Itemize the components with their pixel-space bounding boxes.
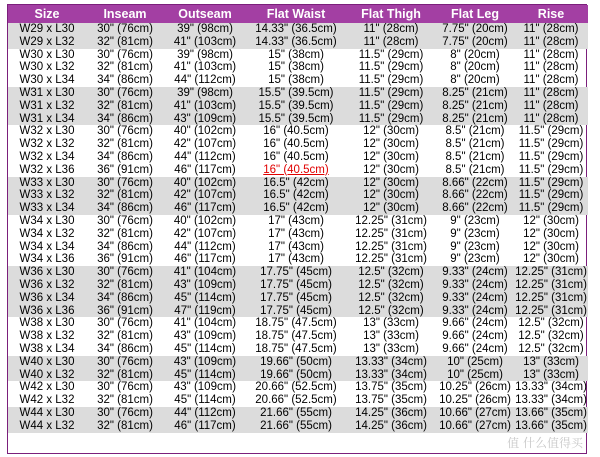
table-row [8, 74, 588, 87]
cell-flat-waist: 14.33" (36.5cm) [246, 36, 346, 49]
cell-inseam: 30" (76cm) [97, 48, 153, 61]
cell-size: W38 x L32 [19, 330, 75, 343]
cell-inseam: 30" (76cm) [97, 381, 153, 394]
cell-flat-waist: 17" (43cm) [268, 227, 324, 240]
cell-flat-thigh: 13.33" (34cm) [346, 369, 436, 382]
cell-rise: 12" (30cm) [523, 253, 579, 266]
column-header-flat-thigh[interactable]: Flat Thigh [346, 5, 436, 23]
cell-rise: 12.25" (31cm) [515, 291, 587, 304]
cell-flat-waist: 17" (43cm) [268, 253, 324, 266]
cell-flat-leg: 8" (20cm) [450, 74, 500, 87]
cell-rise: 13" (33cm) [514, 369, 588, 382]
cell-outseam: 43" (109cm) [173, 330, 237, 343]
cell-inseam: 36" (91cm) [86, 305, 164, 318]
cell-flat-thigh: 12" (30cm) [346, 177, 436, 190]
table-row [8, 305, 588, 318]
cell-rise: 11" (28cm) [523, 61, 579, 74]
cell-inseam: 34" (86cm) [86, 292, 164, 305]
cell-flat-leg: 10.66" (27cm) [436, 420, 514, 433]
cell-inseam: 34" (86cm) [97, 240, 153, 253]
cell-flat-thigh: 11" (28cm) [346, 36, 436, 49]
cell-outseam: 39" (98cm) [164, 87, 246, 100]
cell-outseam: 41" (103cm) [164, 36, 246, 49]
cell-size: W44 x L30 [8, 407, 86, 420]
cell-flat-thigh: 12.5" (32cm) [346, 266, 436, 279]
cell-rise: 12.25" (31cm) [515, 304, 587, 317]
cell-outseam: 43" (109cm) [164, 279, 246, 292]
cell-flat-waist: 21.66" (55cm) [246, 407, 346, 420]
cell-flat-thigh: 12.25" (31cm) [355, 253, 427, 266]
cell-inseam: 30" (76cm) [97, 125, 153, 138]
cell-rise: 13.33" (34cm) [515, 381, 587, 394]
cell-outseam: 46" (117cm) [164, 420, 246, 433]
cell-rise: 11" (28cm) [523, 48, 579, 61]
cell-rise: 11.5" (29cm) [514, 202, 588, 215]
table-row [8, 266, 588, 279]
cell-rise: 13" (33cm) [514, 356, 588, 369]
table-row [8, 253, 588, 266]
table-row [8, 151, 588, 164]
cell-flat-leg: 8.25" (21cm) [436, 87, 514, 100]
cell-inseam: 34" (86cm) [86, 113, 164, 126]
cell-flat-leg: 9.33" (24cm) [436, 292, 514, 305]
cell-outseam: 44" (112cm) [174, 150, 236, 163]
cell-size: W34 x L30 [19, 214, 75, 227]
cell-size: W44 x L32 [8, 420, 86, 433]
cell-rise: 13.66" (35cm) [515, 406, 587, 419]
cell-flat-waist: 15.5" (39.5cm) [246, 113, 346, 126]
cell-flat-leg: 7.75" (20cm) [436, 36, 514, 49]
cell-flat-waist: 20.66" (52.5cm) [255, 394, 337, 407]
cell-flat-thigh: 12" (30cm) [363, 138, 419, 151]
cell-inseam: 32" (81cm) [97, 61, 153, 74]
cell-size: W34 x L36 [19, 253, 75, 266]
cell-size: W30 x L34 [19, 74, 75, 87]
column-header-rise[interactable]: Rise [514, 5, 588, 23]
cell-outseam: 39" (98cm) [177, 48, 233, 61]
cell-flat-thigh: 11" (28cm) [346, 23, 436, 36]
size-chart-frame [7, 4, 587, 454]
cell-inseam: 30" (76cm) [97, 214, 153, 227]
table-row [8, 317, 588, 330]
cell-size: W32 x L36 [19, 163, 75, 176]
cell-flat-waist: 17.75" (45cm) [246, 305, 346, 318]
cell-outseam: 45" (114cm) [174, 394, 236, 407]
cell-flat-waist: 16.5" (42cm) [246, 202, 346, 215]
cell-flat-leg: 9.33" (24cm) [436, 305, 514, 318]
cell-size: W31 x L34 [8, 113, 86, 126]
cell-flat-thigh: 11.5" (29cm) [358, 61, 424, 74]
cell-inseam: 32" (81cm) [86, 279, 164, 292]
cell-outseam: 42" (107cm) [164, 189, 246, 202]
cell-flat-waist: 17" (43cm) [268, 214, 324, 227]
cell-flat-leg: 8.25" (21cm) [436, 113, 514, 126]
table-row [8, 369, 588, 382]
watermark-logo: 值 什么值得买 [504, 434, 586, 451]
cell-outseam: 44" (112cm) [164, 407, 246, 420]
cell-inseam: 32" (81cm) [97, 227, 153, 240]
cell-size: W38 x L34 [19, 342, 75, 355]
cell-size: W42 x L32 [19, 394, 75, 407]
cell-flat-leg: 9.66" (24cm) [442, 342, 508, 355]
cell-size: W31 x L32 [8, 100, 86, 113]
table-row [8, 100, 588, 113]
table-row [8, 164, 588, 177]
cell-inseam: 32" (81cm) [86, 189, 164, 202]
table-row [8, 202, 588, 215]
cell-flat-thigh: 13" (33cm) [363, 342, 419, 355]
cell-outseam: 40" (102cm) [173, 214, 237, 227]
cell-size: W42 x L30 [19, 381, 75, 394]
cell-outseam: 41" (104cm) [173, 317, 237, 330]
cell-outseam: 46" (117cm) [174, 163, 236, 176]
cell-size: W32 x L32 [19, 138, 75, 151]
table-row [8, 61, 588, 74]
column-header-outseam[interactable]: Outseam [164, 5, 246, 23]
cell-size: W32 x L30 [19, 125, 75, 138]
cell-flat-leg: 8" (20cm) [450, 48, 500, 61]
cell-rise: 11.5" (29cm) [518, 125, 584, 138]
cell-inseam: 30" (76cm) [97, 317, 153, 330]
table-header-row [8, 5, 588, 23]
cell-inseam: 36" (91cm) [97, 163, 153, 176]
cell-inseam: 32" (81cm) [86, 36, 164, 49]
cell-rise: 13.66" (35cm) [515, 419, 587, 432]
cell-inseam: 32" (81cm) [97, 330, 153, 343]
cell-flat-thigh: 13.33" (34cm) [346, 356, 436, 369]
cell-flat-leg: 8.5" (21cm) [445, 150, 505, 163]
table-row [8, 241, 588, 254]
cell-flat-leg: 9.66" (24cm) [442, 317, 508, 330]
size-table-body [8, 23, 588, 433]
cell-flat-waist: 15" (38cm) [268, 74, 324, 87]
table-row [8, 113, 588, 126]
cell-outseam: 42" (107cm) [173, 227, 237, 240]
cell-size: W29 x L30 [8, 23, 86, 36]
column-header-flat-leg[interactable]: Flat Leg [436, 5, 514, 23]
cell-outseam: 45" (114cm) [164, 292, 246, 305]
cell-size: W33 x L34 [8, 202, 86, 215]
cell-flat-thigh: 11.5" (29cm) [346, 87, 436, 100]
table-row [8, 420, 588, 433]
cell-rise: 11" (28cm) [514, 23, 588, 36]
cell-outseam: 44" (112cm) [174, 74, 236, 87]
cell-flat-waist: 18.75" (47.5cm) [255, 330, 337, 343]
cell-flat-waist[interactable]: 16" (40.5cm) [263, 163, 329, 176]
cell-rise: 12" (30cm) [523, 240, 579, 253]
cell-rise: 12.5" (32cm) [518, 330, 584, 343]
cell-flat-thigh: 13" (33cm) [363, 330, 419, 343]
cell-outseam: 42" (107cm) [173, 138, 237, 151]
cell-size: W31 x L30 [8, 87, 86, 100]
cell-size: W34 x L32 [19, 227, 75, 240]
cell-flat-thigh: 12" (30cm) [346, 202, 436, 215]
table-row [8, 279, 588, 292]
cell-rise: 12" (30cm) [523, 227, 579, 240]
cell-rise: 13.33" (34cm) [515, 394, 587, 407]
cell-flat-waist: 15" (38cm) [268, 61, 324, 74]
table-row [8, 407, 588, 420]
cell-outseam: 43" (109cm) [173, 381, 237, 394]
table-row [8, 36, 588, 49]
cell-flat-leg: 9" (23cm) [450, 214, 500, 227]
cell-inseam: 30" (76cm) [86, 407, 164, 420]
cell-flat-waist: 19.66" (50cm) [246, 369, 346, 382]
cell-flat-thigh: 12.5" (32cm) [346, 292, 436, 305]
cell-rise: 11" (28cm) [514, 87, 588, 100]
cell-outseam: 43" (109cm) [164, 356, 246, 369]
table-row [8, 343, 588, 356]
cell-flat-leg: 10.25" (26cm) [439, 394, 511, 407]
cell-inseam: 32" (81cm) [86, 420, 164, 433]
cell-flat-waist: 18.75" (47.5cm) [255, 317, 337, 330]
cell-flat-waist: 17.75" (45cm) [246, 279, 346, 292]
table-row [8, 87, 588, 100]
cell-inseam: 30" (76cm) [86, 266, 164, 279]
cell-rise: 11" (28cm) [514, 100, 588, 113]
column-header-size[interactable]: Size [8, 5, 86, 23]
cell-rise: 12.5" (32cm) [518, 317, 584, 330]
cell-outseam: 46" (117cm) [174, 253, 236, 266]
size-chart-table [8, 5, 588, 433]
cell-flat-waist: 21.66" (55cm) [246, 420, 346, 433]
column-header-inseam[interactable]: Inseam [86, 5, 164, 23]
cell-rise: 11" (28cm) [514, 36, 588, 49]
cell-rise: 11.5" (29cm) [514, 189, 588, 202]
cell-rise: 11.5" (29cm) [514, 177, 588, 190]
cell-outseam: 47" (119cm) [164, 305, 246, 318]
cell-flat-leg: 8.5" (21cm) [445, 138, 505, 151]
cell-inseam: 30" (76cm) [86, 23, 164, 36]
cell-outseam: 40" (102cm) [173, 125, 237, 138]
cell-inseam: 32" (81cm) [97, 394, 153, 407]
cell-flat-leg: 7.75" (20cm) [436, 23, 514, 36]
cell-flat-waist: 16" (40.5cm) [263, 150, 329, 163]
cell-flat-thigh: 12" (30cm) [363, 150, 419, 163]
cell-flat-leg: 9.66" (24cm) [442, 330, 508, 343]
cell-flat-thigh: 12.25" (31cm) [355, 214, 427, 227]
table-row [8, 356, 588, 369]
cell-flat-waist: 17.75" (45cm) [246, 266, 346, 279]
cell-size: W32 x L34 [19, 150, 75, 163]
cell-flat-thigh: 12.25" (31cm) [355, 240, 427, 253]
cell-flat-waist: 18.75" (47.5cm) [255, 342, 337, 355]
cell-outseam: 43" (109cm) [164, 113, 246, 126]
cell-flat-leg: 9" (23cm) [450, 227, 500, 240]
cell-rise: 11" (28cm) [523, 74, 579, 87]
cell-flat-leg: 8.5" (21cm) [445, 163, 505, 176]
cell-rise: 12.25" (31cm) [515, 266, 587, 279]
cell-outseam: 41" (103cm) [173, 61, 237, 74]
cell-flat-thigh: 12" (30cm) [346, 189, 436, 202]
table-row [8, 330, 588, 343]
cell-flat-thigh: 11.5" (29cm) [358, 74, 424, 87]
cell-flat-leg: 8" (20cm) [450, 61, 500, 74]
cell-flat-thigh: 11.5" (29cm) [346, 100, 436, 113]
cell-size: W30 x L32 [19, 61, 75, 74]
cell-flat-waist: 15.5" (39.5cm) [246, 100, 346, 113]
cell-flat-thigh: 12.25" (31cm) [355, 227, 427, 240]
cell-flat-leg: 8.66" (22cm) [436, 202, 514, 215]
cell-size: W36 x L36 [8, 305, 86, 318]
cell-rise: 11" (28cm) [514, 113, 588, 126]
cell-outseam: 40" (102cm) [164, 177, 246, 190]
cell-outseam: 39" (98cm) [164, 23, 246, 36]
table-row [8, 228, 588, 241]
table-row [8, 177, 588, 190]
cell-inseam: 32" (81cm) [86, 100, 164, 113]
cell-flat-leg: 8.5" (21cm) [445, 125, 505, 138]
cell-flat-leg: 10.66" (27cm) [436, 407, 514, 420]
cell-flat-waist: 17.75" (45cm) [246, 292, 346, 305]
cell-flat-waist: 20.66" (52.5cm) [255, 381, 337, 394]
cell-size: W40 x L32 [8, 369, 86, 382]
cell-outseam: 44" (112cm) [174, 240, 236, 253]
cell-rise: 11.5" (29cm) [518, 163, 584, 176]
cell-flat-waist: 16" (40.5cm) [263, 138, 329, 151]
column-header-flat-waist[interactable]: Flat Waist [246, 5, 346, 23]
cell-flat-thigh: 12" (30cm) [363, 163, 419, 176]
cell-flat-waist: 19.66" (50cm) [246, 356, 346, 369]
cell-inseam: 30" (76cm) [86, 356, 164, 369]
cell-flat-thigh: 14.25" (36cm) [346, 420, 436, 433]
cell-inseam: 34" (86cm) [86, 202, 164, 215]
cell-flat-leg: 9" (23cm) [450, 253, 500, 266]
cell-rise: 11.5" (29cm) [518, 150, 584, 163]
cell-flat-leg: 8.25" (21cm) [436, 100, 514, 113]
cell-rise: 11.5" (29cm) [518, 138, 584, 151]
cell-flat-waist: 15" (38cm) [268, 48, 324, 61]
table-row [8, 394, 588, 407]
cell-rise: 12.25" (31cm) [515, 278, 587, 291]
cell-flat-waist: 16" (40.5cm) [263, 125, 329, 138]
cell-flat-thigh: 13" (33cm) [363, 317, 419, 330]
cell-inseam: 32" (81cm) [86, 369, 164, 382]
cell-flat-leg: 9" (23cm) [450, 240, 500, 253]
cell-inseam: 36" (91cm) [97, 253, 153, 266]
table-row [8, 292, 588, 305]
cell-flat-thigh: 14.25" (36cm) [346, 407, 436, 420]
cell-size: W30 x L30 [19, 48, 75, 61]
cell-rise: 12.5" (32cm) [518, 342, 584, 355]
cell-outseam: 41" (104cm) [164, 266, 246, 279]
cell-flat-thigh: 13.75" (35cm) [355, 381, 427, 394]
cell-size: W33 x L32 [8, 189, 86, 202]
cell-inseam: 34" (86cm) [97, 74, 153, 87]
cell-flat-leg: 9.33" (24cm) [436, 279, 514, 292]
cell-size: W40 x L30 [8, 356, 86, 369]
cell-flat-thigh: 11.5" (29cm) [346, 113, 436, 126]
cell-flat-waist: 16.5" (42cm) [246, 177, 346, 190]
table-row [8, 138, 588, 151]
cell-outseam: 46" (117cm) [164, 202, 246, 215]
cell-inseam: 34" (86cm) [97, 342, 153, 355]
cell-flat-thigh: 11.5" (29cm) [358, 48, 424, 61]
cell-inseam: 34" (86cm) [97, 150, 153, 163]
cell-flat-leg: 10.25" (26cm) [439, 381, 511, 394]
cell-flat-waist: 16.5" (42cm) [246, 189, 346, 202]
cell-flat-thigh: 12.5" (32cm) [346, 305, 436, 318]
table-row [8, 189, 588, 202]
cell-rise: 12" (30cm) [523, 214, 579, 227]
cell-size: W36 x L30 [8, 266, 86, 279]
cell-flat-leg: 8.66" (22cm) [436, 189, 514, 202]
cell-flat-leg: 10" (25cm) [436, 369, 514, 382]
cell-flat-leg: 9.33" (24cm) [436, 266, 514, 279]
cell-flat-thigh: 12.5" (32cm) [346, 279, 436, 292]
cell-size: W29 x L32 [8, 36, 86, 49]
cell-size: W36 x L34 [8, 292, 86, 305]
cell-outseam: 45" (114cm) [164, 369, 246, 382]
cell-outseam: 45" (114cm) [174, 342, 236, 355]
cell-size: W38 x L30 [19, 317, 75, 330]
cell-inseam: 32" (81cm) [97, 138, 153, 151]
table-row [8, 49, 588, 62]
cell-flat-waist: 14.33" (36.5cm) [246, 23, 346, 36]
cell-outseam: 41" (103cm) [164, 100, 246, 113]
table-row [8, 125, 588, 138]
table-row [8, 23, 588, 36]
cell-flat-waist: 15.5" (39.5cm) [246, 87, 346, 100]
cell-flat-waist: 17" (43cm) [268, 240, 324, 253]
cell-size: W34 x L34 [19, 240, 75, 253]
cell-flat-leg: 8.66" (22cm) [436, 177, 514, 190]
cell-flat-leg: 10" (25cm) [436, 356, 514, 369]
cell-inseam: 30" (76cm) [86, 177, 164, 190]
table-row [8, 215, 588, 228]
cell-inseam: 30" (76cm) [86, 87, 164, 100]
table-row [8, 381, 588, 394]
cell-size: W36 x L32 [8, 279, 86, 292]
cell-flat-thigh: 13.75" (35cm) [355, 394, 427, 407]
cell-flat-thigh: 12" (30cm) [363, 125, 419, 138]
cell-size: W33 x L30 [8, 177, 86, 190]
